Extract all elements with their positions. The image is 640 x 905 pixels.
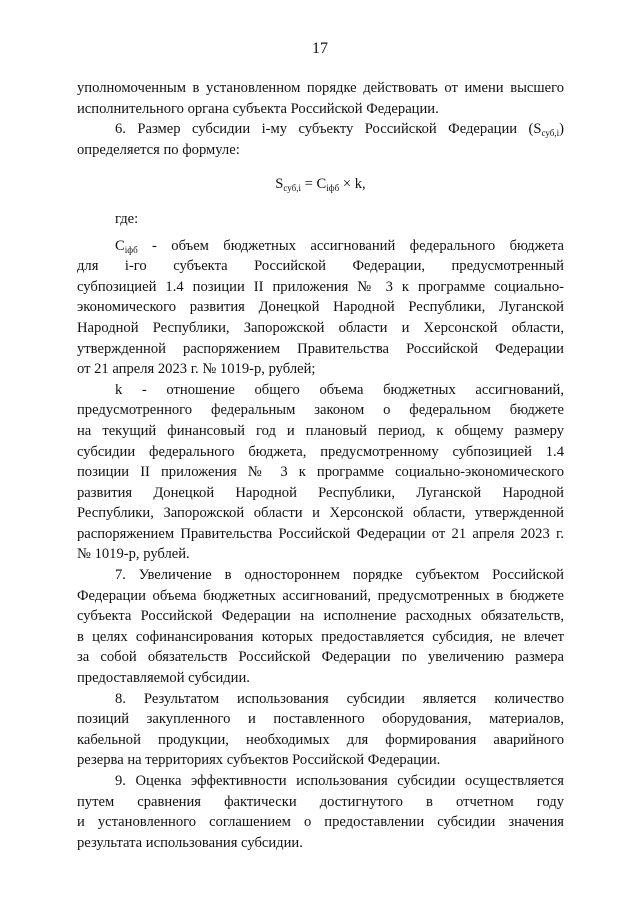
paragraph-9-line-4: результата использования субсидии.: [77, 834, 303, 851]
closing-paren: ): [559, 121, 564, 138]
k-definition-line-4: субсидии федерального бюджета, предусмотренному субпозицией 1.4: [77, 443, 564, 460]
paragraph-9-line-1: 9. Оценка эффективности использования субсидии осуществляется: [115, 773, 564, 789]
paragraph-7-line-3: субъекта Российской Федерации на исполнение расходных обязательств,: [77, 608, 564, 625]
c-definition-line-1: [77, 236, 564, 257]
k-definition-line-6: развития Донецкой Народной Республики, Луганской Народной: [77, 484, 564, 501]
paragraph-8-line-1: 8. Результатом использования субсидии является количество: [115, 690, 564, 707]
formula-c-subscript: iфб: [326, 183, 340, 194]
paragraph-7-line-4: в целях софинансирования которых предоставляется субсидия, не влечет: [77, 628, 564, 645]
formula-equals-c: = C: [301, 176, 327, 193]
paragraph-8-line-3: кабельной продукции, необходимых для формирования аварийного: [77, 731, 564, 748]
k-definition-line-9: № 1019-р, рублей.: [77, 546, 190, 563]
c-definition-line-7: от 21 апреля 2023 г. № 1019-р, рублей;: [77, 361, 316, 378]
document-body: [77, 78, 564, 853]
paragraph-8-line-2: позиций закупленного и поставленного оборудования, материалов,: [77, 711, 564, 728]
formula-s: S: [275, 176, 284, 193]
page-number: 17: [312, 40, 328, 57]
paragraph-6-line-1: [77, 119, 564, 140]
paragraph-5-line-2: исполнительного органа субъекта Российской Федерации.: [77, 100, 439, 117]
c-symbol: C: [115, 237, 125, 254]
c-definition-line-3: субпозицией 1.4 позиции II приложения № 3 к программе социально-: [77, 278, 564, 295]
formula-times-k: × k,: [339, 176, 366, 193]
paragraph-5-line-1: уполномоченным в установленном порядке действовать от имени высшего: [77, 80, 564, 96]
c-definition-line-2: для i-го субъекта Российской Федерации, предусмотренный: [77, 258, 564, 275]
paragraph-7-line-2: Федерации объема бюджетных ассигнований, предусмотренных в бюджете: [77, 587, 564, 604]
subscript-sub-i: суб,i: [541, 128, 560, 139]
paragraph-7-line-1: 7. Увеличение в одностороннем порядке субъектом Российской: [115, 567, 564, 584]
paragraph-7-line-6: предоставляемой субсидии.: [77, 670, 250, 687]
c-definition-line-5: Народной Республики, Запорожской области и Херсонской области,: [77, 319, 564, 336]
paragraph-9-line-3: и установленного соглашением о предоставлении субсидии значения: [77, 814, 564, 831]
k-definition-line-3: на текущий финансовый год и плановый период, к общему размеру: [77, 422, 564, 439]
paragraph-7-line-5: за собой обязательств Российской Федерации по увеличению размера: [77, 649, 564, 666]
paragraph-9-line-2: путем сравнения фактически достигнутого в отчетном году: [77, 793, 564, 810]
where-label: где:: [115, 210, 139, 227]
c-definition-text: - объем бюджетных ассигнований федерального бюджета: [137, 237, 564, 254]
c-definition-line-4: экономического развития Донецкой Народной Республики, Луганской: [77, 299, 564, 316]
c-subscript: iфб: [124, 244, 138, 255]
paragraph-6-line-2: определяется по формуле:: [77, 141, 240, 158]
paragraph-6-text: 6. Размер субсидии i-му субъекту Российской Федерации (S: [115, 121, 542, 138]
k-definition-line-8: распоряжением Правительства Российской Федерации от 21 апреля 2023 г.: [77, 525, 564, 542]
k-definition-line-1: k - отношение общего объема бюджетных ассигнований,: [115, 381, 564, 398]
k-definition-line-7: Республики, Запорожской области и Херсонской области, утвержденной: [77, 505, 564, 522]
k-definition-line-5: позиции II приложения № 3 к программе социально-экономического: [77, 464, 564, 481]
formula-s-subscript: суб,i: [283, 183, 302, 194]
subsidy-formula: [77, 174, 564, 195]
paragraph-8-line-4: резерва на территориях субъектов Российской Федерации.: [77, 752, 441, 769]
k-definition-line-2: предусмотренного федеральным законом о федеральном бюджете: [77, 402, 564, 419]
c-definition-line-6: утвержденной распоряжением Правительства Российской Федерации: [77, 340, 564, 357]
